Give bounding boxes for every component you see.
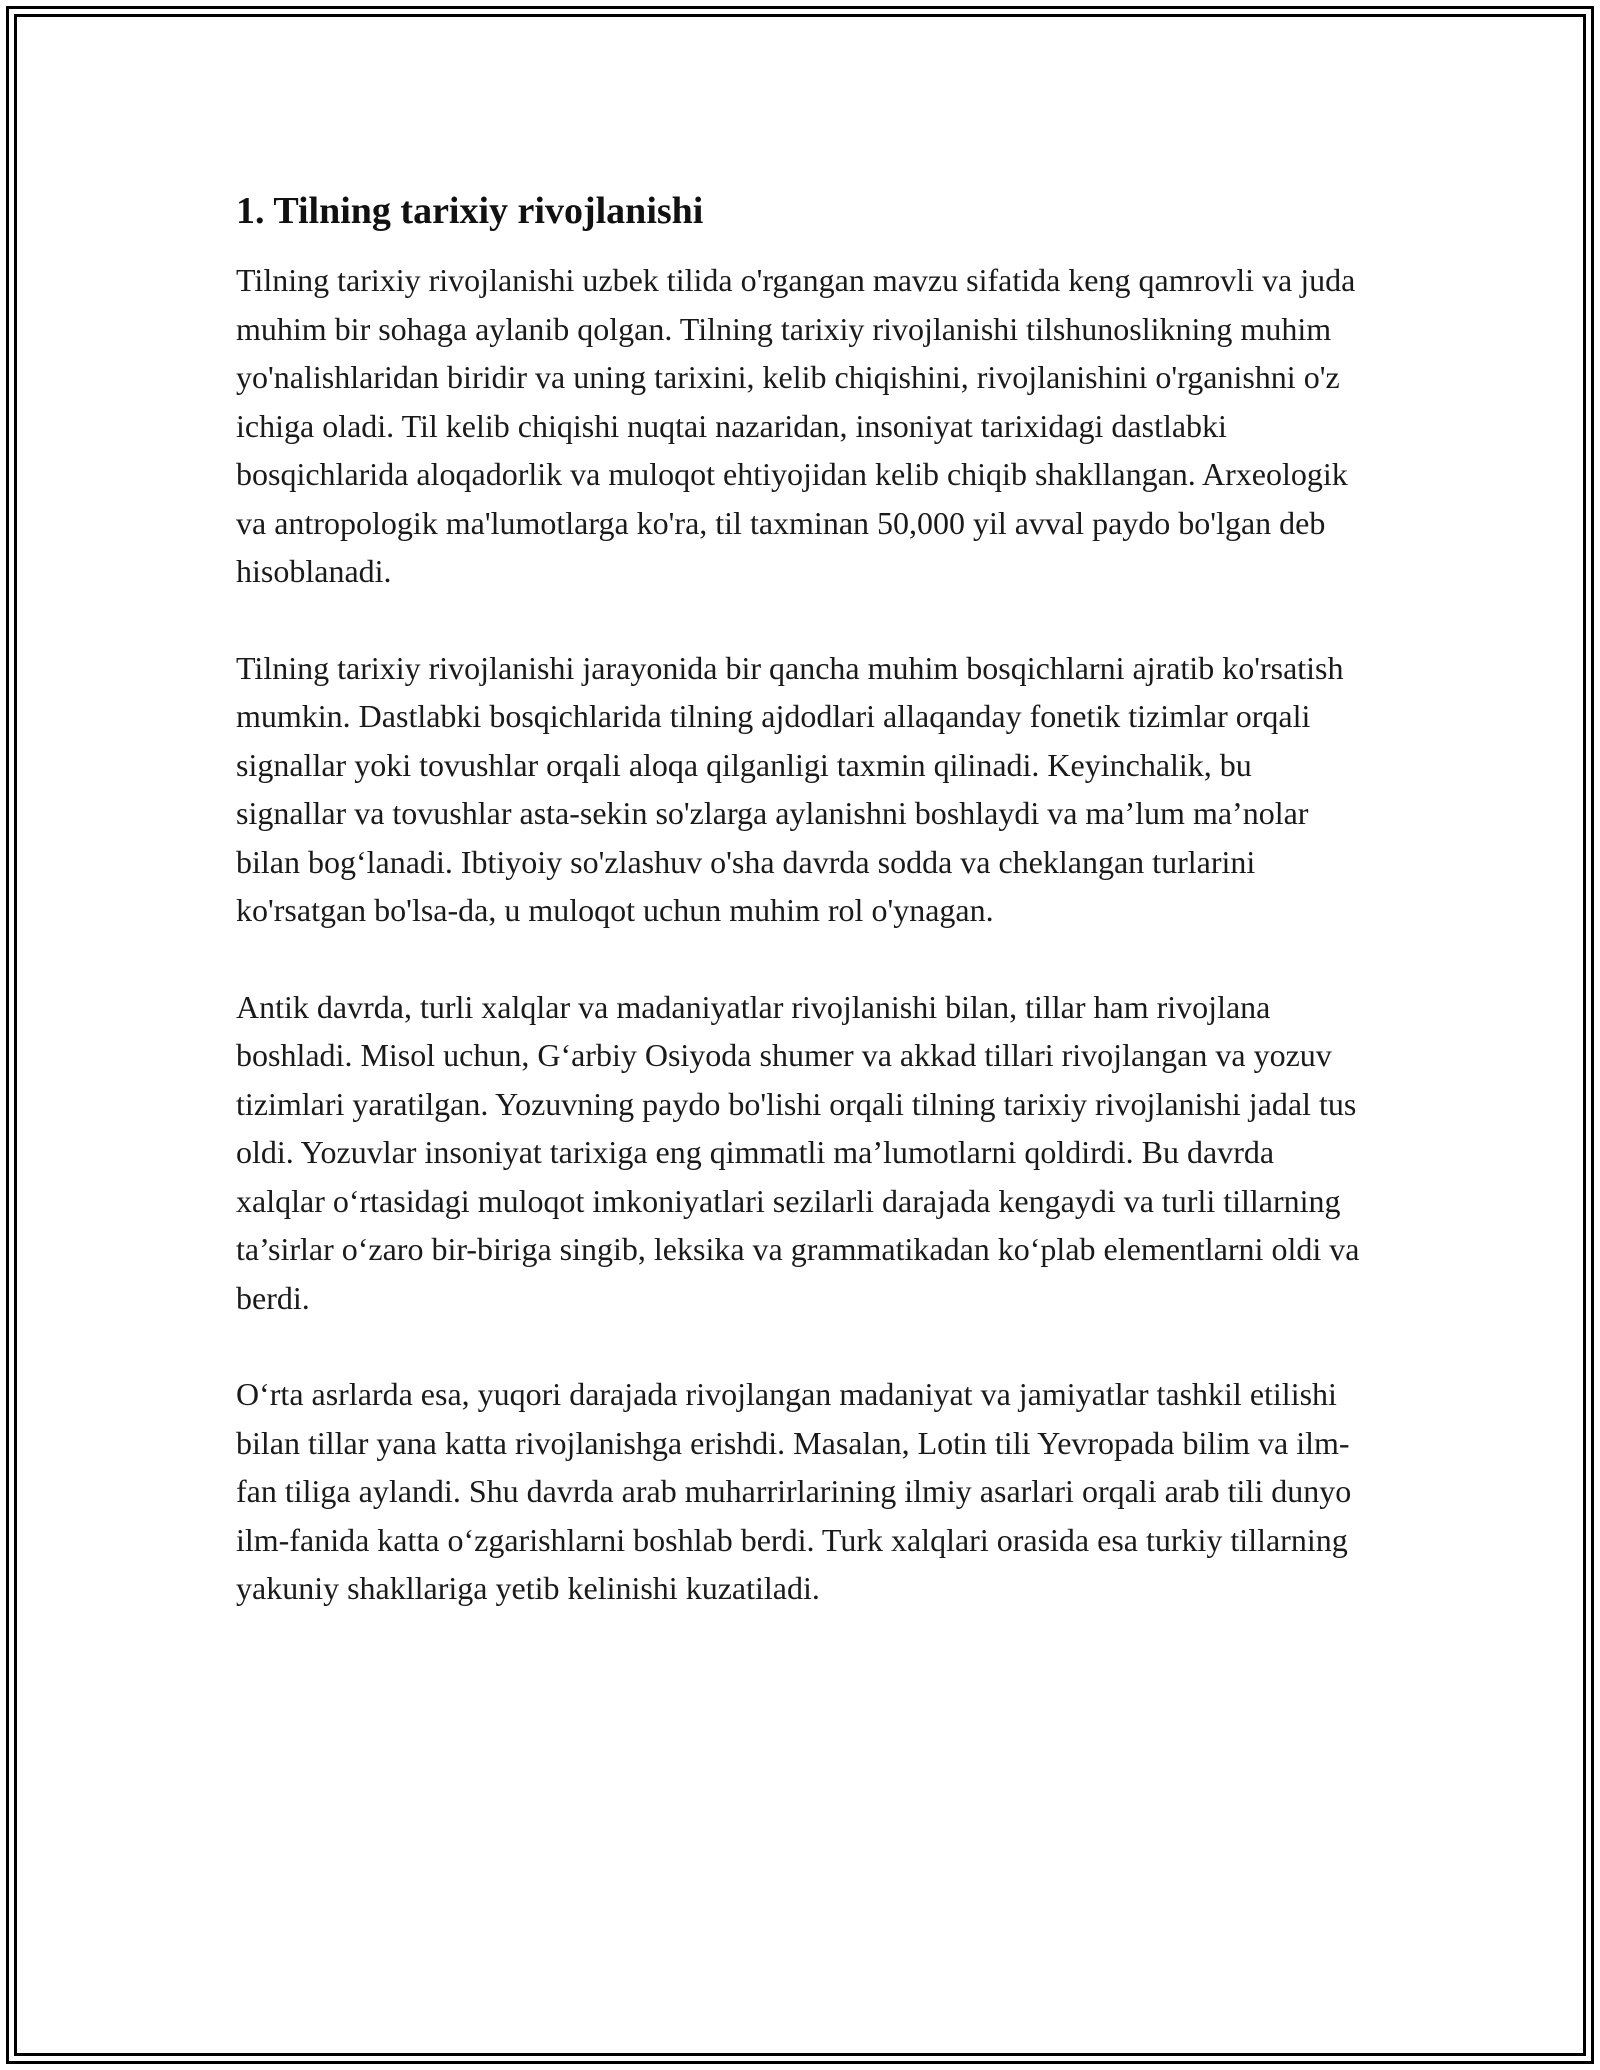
document-body [236,186,1366,1661]
paragraph-3: Antik davrda, turli xalqlar va madaniyatlar rivojlanishi bilan, tillar ham rivojlana boshladi. Misol uchun, G‘arbiy Osiyoda shumer va akkad tillari rivojlangan va yozuv tizimlari yaratilgan. Yozuvning paydo bo'lishi orqali tilning tarixiy rivojlanishi jadal tus oldi. Yozuvlar insoniyat tarixiga eng qimmatli ma’lumotlarni qoldirdi. Bu davrda xalqlar o‘rtasidagi muloqot imkoniyatlari sezilarli darajada kengaydi va turli tillarning ta’sirlar o‘zaro bir-biriga singib, leksika va grammatikadan ko‘plab elementlarni oldi va berdi. [236,988,1360,1316]
paragraph-2: Tilning tarixiy rivojlanishi jarayonida bir qancha muhim bosqichlarni ajratib ko'rsatish mumkin. Dastlabki bosqichlarida tilning ajdodlari allaqanday fonetik tizimlar orqali signallar yoki tovushlar orqali aloqa qilganligi taxmin qilinadi. Keyinchalik, bu signallar va tovushlar asta-sekin so'zlarga aylanishni boshlaydi va ma’lum ma’nolar bilan bog‘lanadi. Ibtiyoiy so'zlashuv o'sha davrda sodda va cheklangan turlarini ko'rsatgan bo'lsa-da, u muloqot uchun muhim rol o'ynagan. [236,649,1344,928]
paragraph-4: O‘rta asrlarda esa, yuqori darajada rivojlangan madaniyat va jamiyatlar tashkil etilishi bilan tillar yana katta rivojlanishga erishdi. Masalan, Lotin tili Yevropada bilim va ilm-fan tiliga aylandi. Shu davrda arab muharrirlarining ilmiy asarlari orqali arab tili dunyo ilm-fanida katta o‘zgarishlarni boshlab berdi. Turk xalqlari orasida esa turkiy tillarning yakuniy shakllariga yetib kelinishi kuzatiladi. [236,1376,1352,1606]
section-heading: 1. Tilning tarixiy rivojlanishi [236,190,704,232]
paragraph-1: Tilning tarixiy rivojlanishi uzbek tilida o'rgangan mavzu sifatida keng qamrovli va juda muhim bir sohaga aylanib qolgan. Tilning tarixiy rivojlanishi tilshunoslikning muhim yo'nalishlaridan biridir va uning tarixini, kelib chiqishini, rivojlanishini o'rganishni o'z ichiga oladi. Til kelib chiqishi nuqtai nazaridan, insoniyat tarixidagi dastlabki bosqichlarida aloqadorlik va muloqot ehtiyojidan kelib chiqib shakllangan. Arxeologik va antropologik ma'lumotlarga ko'ra, til taxminan 50,000 yil avval paydo bo'lgan deb hisoblanadi. [236,262,1356,589]
